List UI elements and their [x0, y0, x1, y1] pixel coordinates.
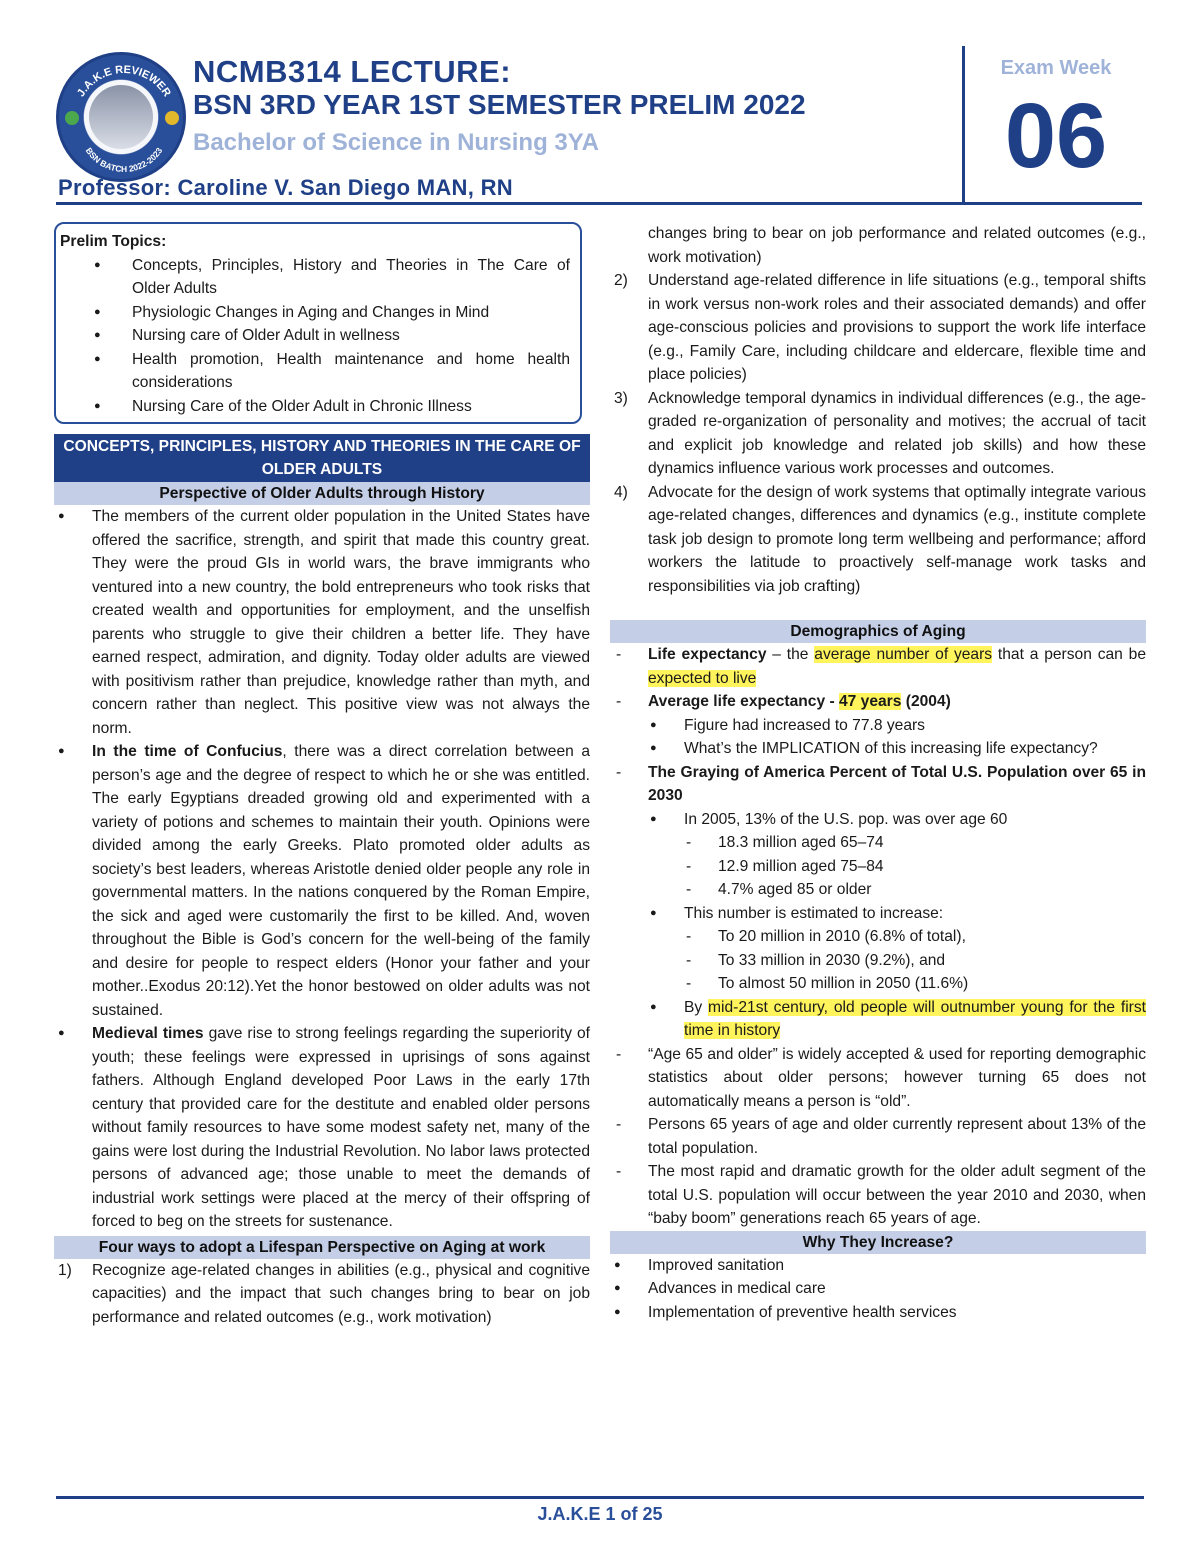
list-item: - 18.3 million aged 65–74	[610, 831, 1146, 855]
header-divider	[56, 202, 1142, 205]
list-item	[610, 761, 1146, 1043]
highlight: expected to live	[648, 669, 757, 687]
prelim-topics-title: Prelim Topics:	[60, 233, 167, 250]
lecture-title: NCMB314 LECTURE:	[193, 54, 512, 89]
graying-sublist	[610, 808, 1146, 1043]
list-item: ● Physiologic Changes in Aging and Changes in Mind	[60, 301, 570, 325]
life-expectancy-sublist	[610, 714, 1146, 761]
logo-group-photo	[89, 85, 153, 149]
average-life-expectancy-year: (2004)	[901, 693, 951, 710]
list-item	[54, 1259, 590, 1326]
list-number: 2)	[614, 272, 628, 289]
course-title: BSN 3RD YEAR 1ST SEMESTER PRELIM 2022	[193, 89, 806, 120]
lifespan-list-part1	[54, 1259, 590, 1326]
left-column	[54, 222, 590, 1326]
svg-text:BSN BATCH 2022-2023	[84, 146, 165, 175]
logo-seal-right-icon	[165, 111, 179, 125]
list-item	[610, 387, 1146, 481]
list-item	[610, 643, 1146, 690]
header-vertical-divider	[962, 46, 965, 203]
professor-name: Professor: Caroline V. San Diego MAN, RN	[58, 175, 513, 200]
life-expectancy-term: Life expectancy	[648, 646, 767, 663]
lifespan-item-text: Recognize age-related changes in abilities (e.g., physical and cognitive capacities) and the impact that such changes bring to bear on job performance and related outcomes (e.g., work motivation)	[92, 1261, 590, 1326]
list-item: changes bring to bear on job performance and related outcomes (e.g., work motivation)	[648, 225, 1146, 266]
list-item: ● Health promotion, Health maintenance and home health considerations	[60, 348, 570, 395]
list-item: ● Improved sanitation	[610, 1254, 1146, 1278]
logo-seal-left-icon	[65, 111, 79, 125]
footer-divider	[56, 1496, 1144, 1499]
prelim-topics-box	[54, 222, 582, 424]
list-item: ● Figure had increased to 77.8 years	[610, 714, 1146, 738]
lifespan-heading: Four ways to adopt a Lifespan Perspective on Aging at work	[54, 1236, 590, 1259]
right-column	[610, 222, 1146, 1324]
jake-reviewer-logo	[56, 52, 186, 182]
why-increase-list	[610, 1254, 1146, 1325]
lifespan-item-text: Understand age-related difference in life situations (e.g., temporal shifts in work versus non-work roles and their associated demands) and offer age-conscious policies and provisions to support the work life interface (e.g., Family Care, including childcare and eldercare, flexible time and place policies)	[648, 272, 1146, 383]
list-number: 4)	[614, 483, 628, 501]
list-item: - “Age 65 and older” is widely accepted & used for reporting demographic statistics about older persons; however turning 65 does not automatically means a person is “old”.	[610, 1043, 1146, 1114]
list-item: - 12.9 million aged 75–84	[610, 855, 1146, 879]
logo-text-bottom: BSN BATCH 2022-2023	[83, 145, 165, 175]
logo-text-top: J.A.K.E REVIEWER	[75, 63, 173, 99]
exam-week-label: Exam Week	[1000, 57, 1112, 79]
section-subheading: Perspective of Older Adults through History	[54, 482, 590, 505]
section-heading: CONCEPTS, PRINCIPLES, HISTORY AND THEORIES IN THE CARE OF OLDER ADULTS	[54, 434, 590, 482]
demographics-list	[610, 643, 1146, 1231]
list-item: - 4.7% aged 85 or older	[610, 878, 1146, 902]
list-item	[610, 481, 1146, 599]
list-item: ● Nursing Care of the Older Adult in Chronic Illness	[60, 395, 570, 419]
program-title: Bachelor of Science in Nursing 3YA	[193, 129, 599, 156]
population-breakdown	[610, 831, 1146, 902]
exam-week-number: 06	[1004, 85, 1108, 187]
average-life-expectancy-term: Average life expectancy -	[648, 693, 839, 710]
list-item: ● What’s the IMPLICATION of this increasing life expectancy?	[610, 737, 1146, 761]
list-item	[54, 1022, 590, 1234]
list-item: - To almost 50 million in 2050 (11.6%)	[610, 972, 1146, 996]
history-list	[54, 505, 590, 1234]
highlight: mid-21st century, old people will outnumber young for the first time in history	[684, 998, 1147, 1039]
confucius-text: , there was a direct correlation between a person’s age and the degree of respect to which he or she was entitled. The early Egyptians dreaded growing old and experimented with a variety of potions and schemes to maintain their youth. Opinions were divided among the early Greeks. Plato promoted older adults as society’s best leaders, whereas Aristotle denied older people any role in governmental matters. In the nations conquered by the Roman Empire, the sick and aged were customarily the first to be killed. And, woven throughout the Bible is God’s concern for the well-being of the family and desire for people to respect elders (Honor your father and your mother..Exodus 20:12).Yet the honor bestowed on older adults was not sustained.	[92, 743, 590, 1019]
list-item	[610, 996, 1146, 1043]
list-number: 1)	[58, 1261, 72, 1279]
list-item	[610, 690, 1146, 761]
prelim-topics-list	[60, 254, 570, 419]
list-item: ● The members of the current older population in the United States have offered the sacrifice, strength, and spirit that made this country great. They were the proud GIs in world wars, the brave immigrants who ventured into a new country, the bold entrepreneurs who took risks that created wealth and opportunities for employment, and the unselfish parents who struggle to give their children a better life. They have earned respect, admiration, and dignity. Today older adults are viewed with positivism rather than prejudice, knowledge rather than myth, and concern rather than neglect. This positive view was not always the norm.	[54, 505, 590, 740]
list-item	[610, 808, 1146, 902]
life-expectancy-dash: – the	[766, 646, 815, 663]
medieval-lead: Medieval times	[92, 1025, 204, 1042]
list-item	[54, 740, 590, 1022]
life-expectancy-mid: that a person can be	[992, 646, 1147, 663]
lifespan-item-text: Advocate for the design of work systems that optimally integrate various age-related changes, differences and dynamics (e.g., institute complete task job design to promote long term wellbeing and performance; afford workers the latitude to proactively self-manage work tasks and responsibilities via job crafting)	[648, 483, 1146, 595]
why-increase-heading: Why They Increase?	[610, 1231, 1146, 1254]
lifespan-item-text: Acknowledge temporal dynamics in individual differences (e.g., the age-graded re-organization of personality and motives; the accrual of tacit and explicit job knowledge and related job skills) and how these dynamics influence various work processes and outcomes.	[648, 389, 1146, 477]
demographics-heading: Demographics of Aging	[610, 620, 1146, 643]
list-item: ● Advances in medical care	[610, 1277, 1146, 1301]
list-item: ● Nursing care of Older Adult in wellness	[60, 324, 570, 348]
estimate-text: This number is estimated to increase:	[684, 904, 944, 922]
graying-of-america-heading: The Graying of America Percent of Total U.S. Population over 65 in 2030	[648, 763, 1146, 804]
list-item: ● Concepts, Principles, History and Theories in The Care of Older Adults	[60, 254, 570, 301]
list-item: ● Implementation of preventive health services	[610, 1301, 1146, 1325]
list-number: 3)	[614, 389, 628, 407]
page-footer: J.A.K.E 1 of 25	[537, 1504, 663, 1524]
population-2005-text: In 2005, 13% of the U.S. pop. was over age 60	[684, 810, 1008, 828]
list-item	[610, 269, 1146, 387]
list-item: - The most rapid and dramatic growth for the older adult segment of the total U.S. population will occur between the year 2010 and 2030, when “baby boom” generations reach 65 years of age.	[610, 1160, 1146, 1231]
estimate-breakdown	[610, 925, 1146, 996]
list-item: - Persons 65 years of age and older currently represent about 13% of the total population.	[610, 1113, 1146, 1160]
by-prefix: By	[684, 998, 709, 1016]
list-item: - To 20 million in 2010 (6.8% of total),	[610, 925, 1146, 949]
medieval-text: gave rise to strong feelings regarding the superiority of youth; these feelings were expressed in uprisings of sons against fathers. Although England developed Poor Laws in the early 17th century that provided care for the destitute and enabled older persons without family resources to have some modest safety net, many of the gains were lost during the Industrial Revolution. No labor laws protected persons of advanced age; those unable to meet the demands of industrial work settings were placed at the mercy of their offspring of forced to beg on the streets for sustenance.	[92, 1025, 590, 1230]
list-item: - To 33 million in 2030 (9.2%), and	[610, 949, 1146, 973]
confucius-lead: In the time of Confucius	[92, 743, 283, 760]
highlight: 47 years	[838, 693, 902, 710]
lifespan-list-part2	[610, 222, 1146, 598]
highlight: average number of years	[814, 646, 993, 663]
list-item	[610, 902, 1146, 996]
